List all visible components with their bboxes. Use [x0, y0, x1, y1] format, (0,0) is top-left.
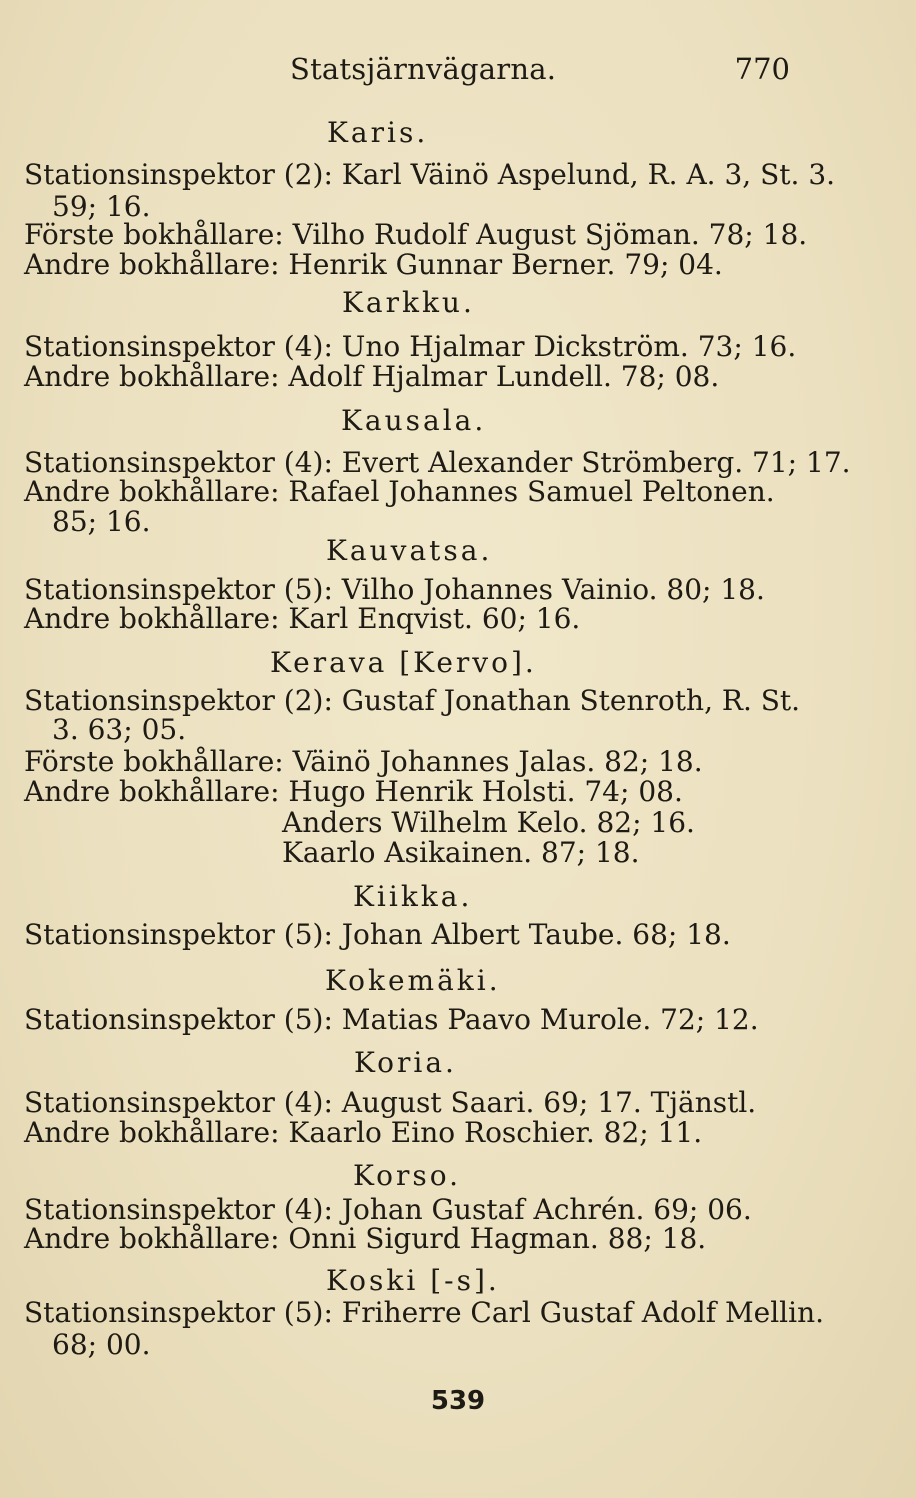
entry-line: Stationsinspektor (4): Johan Gustaf Achrén. 69; 06.: [24, 1193, 752, 1226]
page-number: 770: [734, 52, 790, 86]
entry-line: Andre bokhållare: Rafael Johannes Samuel Peltonen.: [24, 475, 775, 508]
entry-continuation: 59; 16.: [52, 190, 151, 223]
entry-line: Stationsinspektor (2): Gustaf Jonathan Stenroth, R. St.: [24, 684, 801, 717]
entry-line: Stationsinspektor (4): August Saari. 69; 17. Tjänstl.: [24, 1086, 757, 1119]
entry-continuation: 85; 16.: [52, 505, 151, 538]
entry-line: Stationsinspektor (5): Johan Albert Taube. 68; 18.: [24, 918, 731, 951]
station-heading-kausala: Kausala.: [341, 404, 487, 437]
entry-line: Stationsinspektor (5): Vilho Johannes Vainio. 80; 18.: [24, 573, 765, 606]
station-heading-kokemaki: Kokemäki.: [325, 964, 501, 997]
entry-line: Stationsinspektor (2): Karl Väinö Aspelund, R. A. 3, St. 3.: [24, 158, 836, 191]
running-title: Statsjärnvägarna.: [290, 52, 557, 86]
station-heading-kiikka: Kiikka.: [353, 880, 473, 913]
entry-line: Andre bokhållare: Kaarlo Eino Roschier. 82; 11.: [24, 1116, 703, 1149]
entry-continuation: 68; 00.: [52, 1328, 151, 1361]
entry-line: Stationsinspektor (4): Uno Hjalmar Dickström. 73; 16.: [24, 330, 797, 363]
entry-line: Andre bokhållare: Karl Enqvist. 60; 16.: [24, 602, 581, 635]
entry-continuation-name: Kaarlo Asikainen. 87; 18.: [282, 836, 640, 869]
station-heading-koria: Koria.: [354, 1046, 457, 1079]
entry-line: Andre bokhållare: Adolf Hjalmar Lundell. 78; 08.: [24, 360, 720, 393]
station-heading-koski: Koski [-s].: [326, 1264, 500, 1297]
entry-line: Förste bokhållare: Vilho Rudolf August Sjöman. 78; 18.: [24, 218, 808, 251]
entry-continuation: 3. 63; 05.: [52, 713, 187, 746]
station-heading-karis: Karis.: [327, 116, 429, 149]
entry-continuation-name: Anders Wilhelm Kelo. 82; 16.: [282, 806, 695, 839]
station-heading-korso: Korso.: [353, 1159, 462, 1192]
entry-line: Förste bokhållare: Väinö Johannes Jalas. 82; 18.: [24, 745, 703, 778]
entry-line: Andre bokhållare: Onni Sigurd Hagman. 88; 18.: [24, 1222, 707, 1255]
signature-mark: 539: [430, 1386, 486, 1416]
entry-line: Stationsinspektor (4): Evert Alexander Strömberg. 71; 17.: [24, 446, 851, 479]
station-heading-kerava: Kerava [Kervo].: [270, 646, 537, 679]
station-heading-karkku: Karkku.: [342, 286, 475, 319]
entry-line: Andre bokhållare: Hugo Henrik Holsti. 74; 08.: [24, 775, 683, 808]
entry-line: Stationsinspektor (5): Matias Paavo Murole. 72; 12.: [24, 1003, 759, 1036]
entry-line: Stationsinspektor (5): Friherre Carl Gustaf Adolf Mellin.: [24, 1296, 825, 1329]
page-header: [290, 52, 790, 98]
entry-line: Andre bokhållare: Henrik Gunnar Berner. 79; 04.: [24, 248, 723, 281]
station-heading-kauvatsa: Kauvatsa.: [326, 534, 493, 567]
